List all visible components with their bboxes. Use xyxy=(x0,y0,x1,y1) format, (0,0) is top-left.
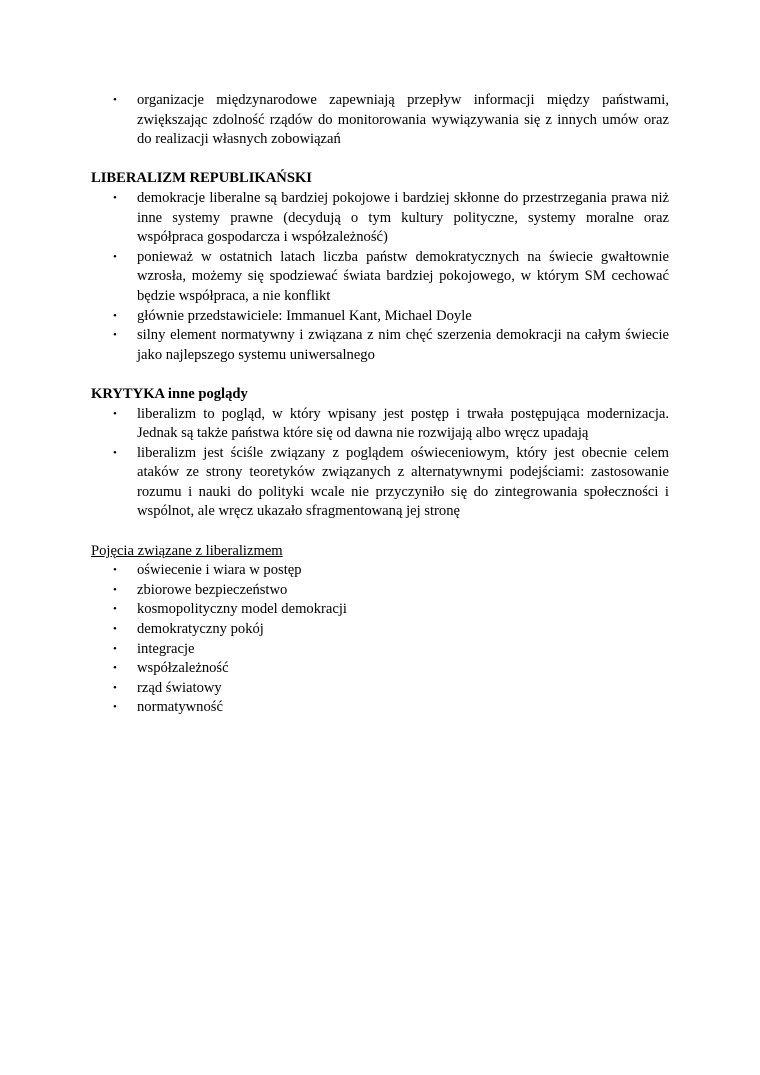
list-item-text: organizacje międzynarodowe zapewniają przepływ informacji między państwami, zwiększając zdolność rządów do monitorowania wywiązywania się z innych umów oraz do realizacji własnych zobowiązań xyxy=(137,92,669,148)
list-item-text: współzależność xyxy=(137,660,229,677)
bullet-icon: • xyxy=(113,603,117,616)
list-item xyxy=(91,620,669,640)
list-item-text: zbiorowe bezpieczeństwo xyxy=(137,581,288,598)
bullet-icon: • xyxy=(113,662,117,675)
bullet-icon: • xyxy=(113,642,117,655)
list-item xyxy=(91,248,669,307)
bullet-icon: • xyxy=(113,583,117,596)
republican-list xyxy=(91,189,669,365)
critique-list xyxy=(91,405,669,523)
bullet-icon: • xyxy=(113,191,117,204)
list-item-text: liberalizm jest ściśle związany z poglądem oświeceniowym, który jest obecnie celem ataków ze strony teoretyków związanych z alternatywnymi podejściami: zastosowanie rozumu i nauki do polityki wcale nie przyczyniło się do zintegrowania społeczności i wspólnot, ale wręcz ukazało sfragmentowaną jej stronę xyxy=(137,444,669,520)
list-item xyxy=(91,405,669,444)
section-heading-concepts: Pojęcia związane z liberalizmem xyxy=(91,542,283,559)
bullet-icon: • xyxy=(113,564,117,577)
list-item-text: integracje xyxy=(137,640,195,657)
list-item xyxy=(91,679,669,699)
paragraph-gap xyxy=(91,365,669,385)
bullet-icon: • xyxy=(113,446,117,459)
list-item xyxy=(91,561,669,581)
list-item xyxy=(91,698,669,718)
intro-list xyxy=(91,91,669,150)
bullet-icon: • xyxy=(113,94,117,106)
list-item-text: liberalizm to pogląd, w który wpisany jest postęp i trwała postępująca modernizacja. Jednak są także państwa które się od dawna nie rozwijają albo wręcz upadają xyxy=(137,405,669,442)
bullet-icon: • xyxy=(113,309,117,322)
bullet-icon: • xyxy=(113,407,117,420)
list-item-text: normatywność xyxy=(137,699,223,716)
paragraph-gap xyxy=(91,150,669,170)
list-item xyxy=(91,444,669,522)
list-item xyxy=(91,581,669,601)
list-item xyxy=(91,307,669,327)
list-item-text: ponieważ w ostatnich latach liczba państw demokratycznych na świecie gwałtownie wzrosła, możemy się spodziewać świata bardziej pokojowego, w którym SM cechować będzie współpraca, a nie konflikt xyxy=(137,248,669,304)
list-item xyxy=(91,640,669,660)
paragraph-gap xyxy=(91,522,669,542)
list-item xyxy=(91,91,669,150)
section-heading-republican: LIBERALIZM REPUBLIKAŃSKI xyxy=(91,170,312,187)
list-item-text: demokracje liberalne są bardziej pokojowe i bardziej skłonne do przestrzegania prawa niż inne systemy prawne (decydują o tym kultury polityczne, systemy moralne oraz współpraca gospodarcza i współzależność) xyxy=(137,189,669,246)
bullet-icon: • xyxy=(113,681,117,694)
bullet-icon: • xyxy=(113,250,117,263)
bullet-icon: • xyxy=(113,701,117,714)
list-item xyxy=(91,600,669,620)
list-item xyxy=(91,189,669,248)
list-item-text: rząd światowy xyxy=(137,679,222,696)
bullet-icon: • xyxy=(113,623,117,636)
list-item-text: kosmopolityczny model demokracji xyxy=(137,601,347,618)
list-item xyxy=(91,659,669,679)
section-heading-critique: KRYTYKA inne poglądy xyxy=(91,385,248,402)
bullet-icon: • xyxy=(113,329,117,342)
concepts-list xyxy=(91,561,669,718)
list-item-text: głównie przedstawiciele: Immanuel Kant, Michael Doyle xyxy=(137,307,472,324)
list-item-text: silny element normatywny i związana z nim chęć szerzenia demokracji na całym świecie jako najlepszego systemu uniwersalnego xyxy=(137,327,669,363)
list-item-text: demokratyczny pokój xyxy=(137,621,264,638)
list-item-text: oświecenie i wiara w postęp xyxy=(137,562,302,579)
list-item xyxy=(91,326,669,365)
document-content xyxy=(91,91,669,718)
